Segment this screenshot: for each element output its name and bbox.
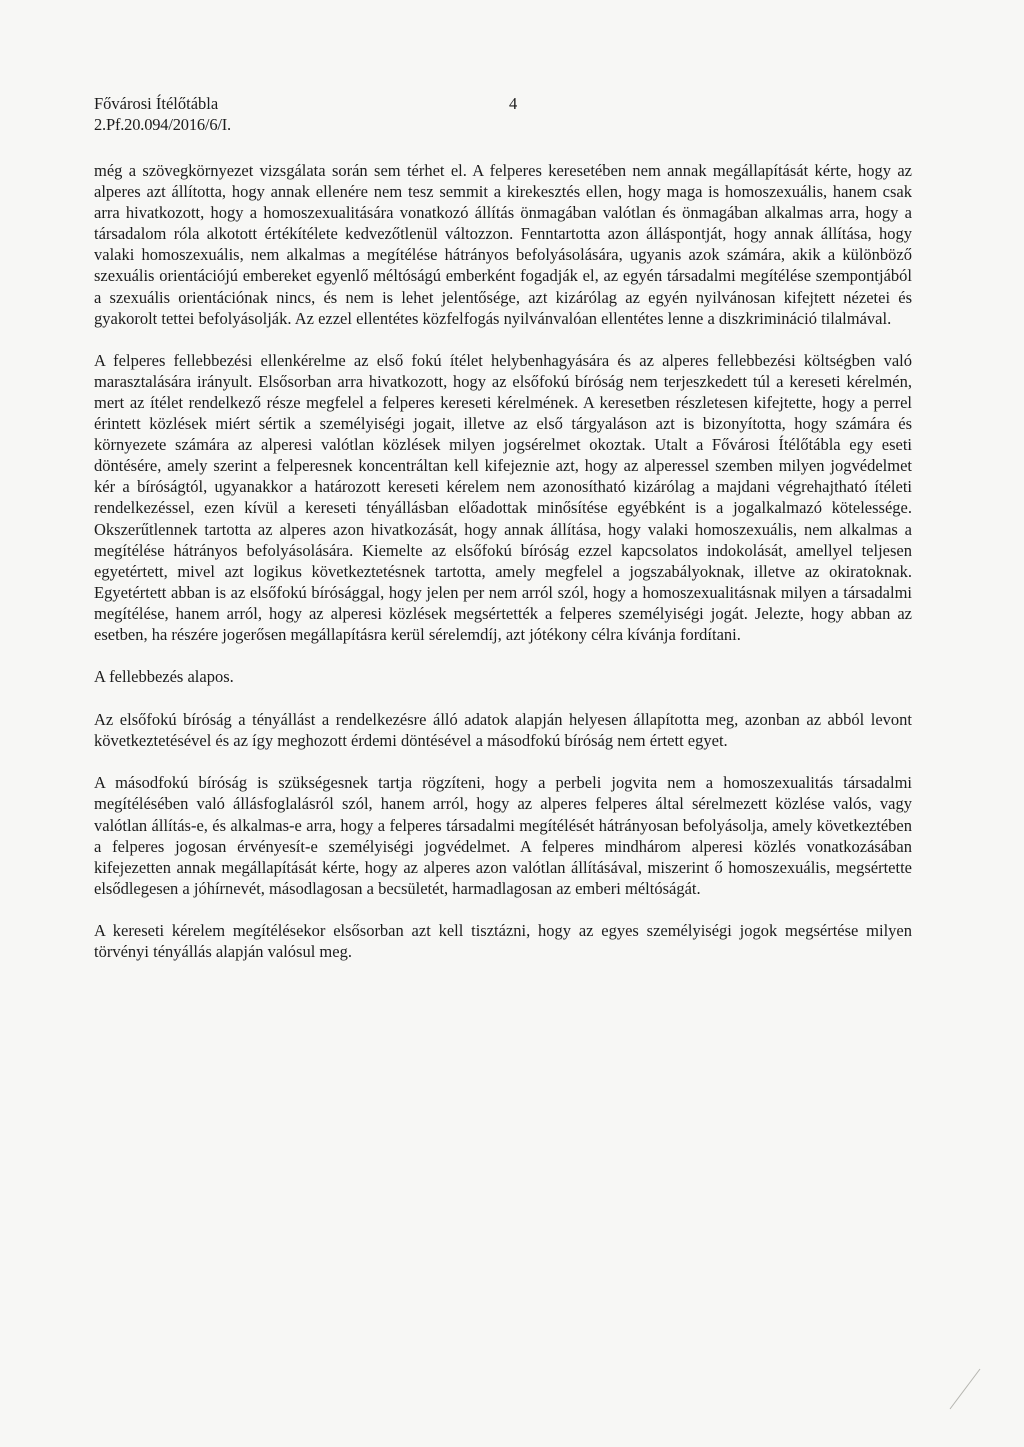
paragraph-second-instance-reasoning: A másodfokú bíróság is szükségesnek tartja rögzíteni, hogy a perbeli jogvita nem a homoszexualitás társadalmi megítélésében való állásfoglalásról szól, hanem arról, hogy az alperes felperes által sérelmezett közlése valós, vagy valótlan állítás-e, és alkalmas-e arra, hogy a felperes társadalmi megítélését hátrányosan befolyásolja, amely következtében a felperes jogosan érvényesít-e személyiségi jogvédelmet. A felperes mindhárom alperesi közlés vonatkozásában kifejezetten annak megállapítását kérte, hogy az alperes azon valótlan állításával, miszerint ő homoszexuális, megsértette elsődlegesen a jóhírnevét, másodlagosan a becsületét, harmadlagosan az emberi méltóságát.	[94, 773, 912, 898]
paragraph-appeal-founded: A fellebbezés alapos.	[94, 667, 234, 687]
court-name: Fővárosi Ítélőtábla	[94, 94, 219, 113]
paragraph-continuation: még a szövegkörnyezet vizsgálata során sem térhet el. A felperes keresetében nem annak megállapítását kérte, hogy az alperes azt állította, hogy annak ellenére nem tesz semmit a kirekesztés ellen, hogy maga is homoszexuális, hanem csak arra hivatkozott, hogy a homoszexualitására vonatkozó állítás önmagában valótlan és önmagában alkalmas arra, hogy a társadalom róla alkotott értékítélete kedvezőtlenül változzon. Fenntartotta azon álláspontját, hogy annak állítása, hogy valaki homoszexuális, nem alkalmas a megítélése hátrányos befolyásolására, ugyanis azok számára, akik a különböző szexuális orientációjú embereket egyenlő méltóságú emberként fogadják el, az egyén társadalmi megítélése szempontjából a szexuális orientációnak nincs, és nem is lehet jelentősége, azt kizárólag az egyén nyilvánosan kifejtett nézetei és gyakorolt tettei befolyásolják. Az ezzel ellentétes közfelfogás nyilvánvalóan ellentétes lenne a diszkrimináció tilalmával.	[94, 161, 912, 328]
paragraph-first-instance-assessment: Az elsőfokú bíróság a tényállást a rendelkezésre álló adatok alapján helyesen állapította meg, azonban az abból levont következtetésével és az így meghozott érdemi döntésével a másodfokú bíróság nem értett egyet.	[94, 710, 912, 751]
paragraph-claim-assessment: A kereseti kérelem megítélésekor elsősorban azt kell tisztázni, hogy az egyes személyiségi jogok megsértése milyen törvényi tényállás alapján valósul meg.	[94, 920, 912, 961]
document-body	[94, 160, 912, 983]
page-header	[94, 93, 554, 135]
page-number: 4	[509, 94, 518, 113]
paragraph-appellee-response: A felperes fellebbezési ellenkérelme az első fokú ítélet helybenhagyására és az alperes fellebbezési költségben való marasztalására irányult. Elsősorban arra hivatkozott, hogy az elsőfokú bíróság nem terjeszkedett túl a kereseti kérelmén, mert az ítélet rendelkező része megfelel a felperes kereseti kérelmének. A keresetben részletesen kifejtette, hogy a perrel érintett közlések miért sértik a személyiségi jogait, illetve az első tárgyaláson azt is bizonyította, hogy számára és környezete számára az alperesi valótlan közlések milyen jogsérelmet okoztak. Utalt a Fővárosi Ítélőtábla egy eseti döntésére, amely szerint a felperesnek koncentráltan kell kifejeznie azt, hogy az alperessel szemben milyen jogvédelmet kér a bíróságtól, ugyanakkor a határozott kereseti kérelem nem azonosítható kizárólag a majdani végrehajtható ítéleti rendelkezéssel, ezen kívül a kereseti tényállásban előadottak minősítése egyébként is a jogalkalmazó kötelessége. Okszerűtlennek tartotta az alperes azon hivatkozását, hogy annak állítása, hogy valaki homoszexuális, nem alkalmas a megítélése hátrányos befolyásolására. Kiemelte az elsőfokú bíróság ezzel kapcsolatos indokolását, amellyel teljesen egyetértett, mivel azt logikus következtetésnek tartotta, amely megfelel a jogszabályoknak, illetve az okiratoknak. Egyetértett abban is az elsőfokú bírósággal, hogy jelen per nem arról szól, hogy a homoszexualitásnak milyen a társadalmi megítélése, hanem arról, hogy az alperesi közlések megsértették a felperes személyiségi jogát. Jelezte, hogy abban az esetben, ha részére jogerősen megállapításra kerül sérelemdíj, azt jótékony célra kívánja fordítani.	[94, 350, 912, 644]
scan-corner-mark	[948, 1367, 982, 1411]
case-number: 2.Pf.20.094/2016/6/I.	[94, 115, 231, 134]
